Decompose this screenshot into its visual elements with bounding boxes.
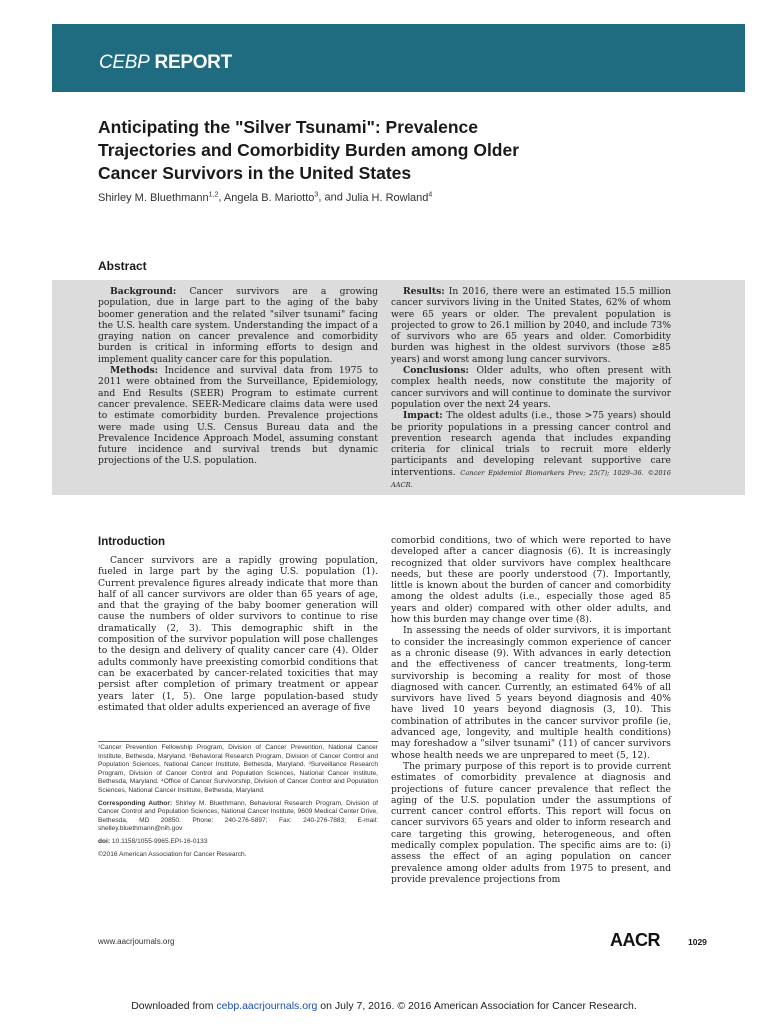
paragraph: comorbid conditions, two of which were reported to have developed after a cancer diagnosis (6). It is increasingly recognized that older survivors have complex healthcare needs, but these are poorly understood (7). Importantly, little is known about the burden of cancer and comorbidity among the oldest adults (i.e., especially those aged 85 years and older) compared with other older adults, and how this burden may change over time (8).: [391, 535, 671, 626]
footnote-divider: [98, 741, 378, 742]
download-notice: Downloaded from cebp.aacrjournals.org on July 7, 2016. © 2016 American Association for Cancer Research.: [131, 1000, 637, 1012]
introduction-left-column: [98, 555, 378, 713]
author-list: Shirley M. Bluethmann$^{1,2}$, Angela B. Mariotto$^3$, and Julia H. Rowland$^4$: [98, 191, 433, 204]
journal-banner: [52, 24, 745, 92]
abstract-right-column: [391, 286, 671, 491]
author-name: Julia H. Rowland$^4$: [345, 191, 433, 204]
aacr-logo: AACR: [610, 930, 660, 950]
journal-prefix: CEBP: [99, 52, 150, 73]
footnotes: [98, 744, 378, 863]
journal-website: www.aacrjournals.org: [98, 937, 175, 946]
report-label: REPORT: [154, 52, 232, 73]
abstract-results: Results: In 2016, there were an estimated 15.5 million cancer survivors living in the United States, 62% of whom were 65 years or older. The prevalent population is projected to grow to 26.1 million by 2040, and include 73% of survivors who are 65 years and older. Comorbidity burden was highest in the oldest survivors (those ≥85 years) and worst among lung cancer survivors.: [391, 286, 671, 365]
corresponding-author: Corresponding Author: Shirley M. Bluethmann, Behavioral Research Program, Division of Cancer Control and Population Sciences, National Cancer Institute, 9609 Medical Center Drive, Bethesda, MD 20850. Phone: 240-276-5897; Fax: 240-276-7883; E-mail: shelley.bluethmann@nih.gov: [98, 799, 378, 833]
author-name: Shirley M. Bluethmann$^{1,2}$: [98, 191, 219, 204]
author-joiner: and: [324, 191, 343, 204]
abstract-impact: Impact: The oldest adults (i.e., those >75 years) should be priority populations in a pressing cancer control and prevention research agenda that includes expanding criteria for clinical trials to recruit more elderly participants and developing relevant supportive care interventions. Cancer Epidemiol Biomarkers Prev; 25(7); 1029–36. ©2016 AACR.: [391, 410, 671, 490]
introduction-right-column: [391, 535, 671, 885]
abstract-left-column: [98, 286, 378, 467]
affiliations: ¹Cancer Prevention Fellowship Program, Division of Cancer Prevention, National Cancer Institute, Bethesda, Maryland. ²Behavioral Research Program, Division of Cancer Control and Population Sciences, National Cancer Institute, Bethesda, Maryland. ³Surveillance Research Program, Division of Cancer Control and Population Sciences, National Cancer Institute, Bethesda, Maryland. ⁴Office of Cancer Survivorship, Division of Cancer Control and Population Sciences, National Cancer Institute, Bethesda, Maryland.: [98, 744, 378, 794]
introduction-heading: Introduction: [98, 536, 166, 548]
abstract-citation: Cancer Epidemiol Biomarkers Prev; 25(7); 1029–36. ©2016 AACR.: [391, 468, 671, 490]
article-title: Anticipating the "Silver Tsunami": Prevalence Trajectories and Comorbidity Burden among Older Cancer Survivors in the United States: [98, 117, 520, 183]
paragraph: In assessing the needs of older survivors, it is important to consider the increasingly common experience of cancer as a chronic disease (9). With advances in early detection and the effectiveness of cancer treatments, long-term survivorship is becoming a reality for most of those diagnosed with cancer. Currently, an estimated 64% of all survivors have lived 5 years beyond diagnosis and 40% have lived 10 years beyond diagnosis (3, 10). This combination of attributes in the cancer survivor profile (ie, advanced age, longevity, and multiple health conditions) may foreshadow a "silver tsunami" (11) of cancer survivors whose health needs we are unprepared to meet (5, 12).: [391, 625, 671, 761]
doi: doi: 10.1158/1055-9965.EPI-16-0133: [98, 837, 208, 845]
paragraph: Cancer survivors are a rapidly growing population, fueled in large part by the aging U.S. population (1). Current prevalence figures already indicate that more than half of all cancer survivors are older than 65 years of age, and that the graying of the baby boomer generation will cause the numbers of older survivors to continue to rise dramatically (2, 3). This demographic shift in the composition of the survivor population will pose challenges to the design and delivery of quality cancer care (4). Older adults commonly have preexisting comorbid conditions that can be exacerbated by cancer-related toxicities that may persist after completion of primary treatment or appear years later (1, 5). One large population-based study estimated that older adults experienced an average of five: [98, 555, 378, 713]
download-link[interactable]: cebp.aacrjournals.org: [216, 1000, 318, 1012]
abstract-conclusions: Conclusions: Older adults, who often present with complex health needs, now constitute the majority of cancer survivors and will continue to dominate the survivor population over the next 24 years.: [391, 365, 671, 410]
abstract-heading: Abstract: [98, 259, 147, 273]
abstract-methods: Methods: Incidence and survival data from 1975 to 2011 were obtained from the Surveillance, Epidemiology, and End Results (SEER) Program to estimate current cancer prevalence. SEER-Medicare claims data were used to estimate comorbidity burden. Prevalence projections were made using U.S. Census Bureau data and the Prevalence Incidence Approach Model, assuming constant future incidence and survival trends but dynamic projections of the U.S. population.: [98, 365, 378, 467]
abstract-background: Background: Cancer survivors are a growing population, due in large part to the aging of the baby boomer generation and the related "silver tsunami" facing the U.S. health care system. Understanding the impact of a graying nation on cancer prevalence and comorbidity burden is critical in informing efforts to design and implement quality cancer care for this population.: [98, 286, 378, 365]
paragraph: The primary purpose of this report is to provide current estimates of comorbidity prevalence at diagnosis and projections of future cancer prevalence that reflect the aging of the U.S. population under the assumptions of current cancer control efforts. This report will focus on cancer survivors 65 years and older to inform research and care targeting this growing, heterogeneous, and often medically complex population. The specific aims are to: (i) assess the effect of an aging population on cancer prevalence among older adults from 1975 to present, and provide prevalence projections from: [391, 760, 671, 885]
page-number: 1029: [688, 937, 707, 947]
journal-section-label: [99, 52, 232, 74]
copyright: ©2016 American Association for Cancer Research.: [98, 850, 247, 858]
author-name: Angela B. Mariotto$^3$: [223, 191, 319, 204]
